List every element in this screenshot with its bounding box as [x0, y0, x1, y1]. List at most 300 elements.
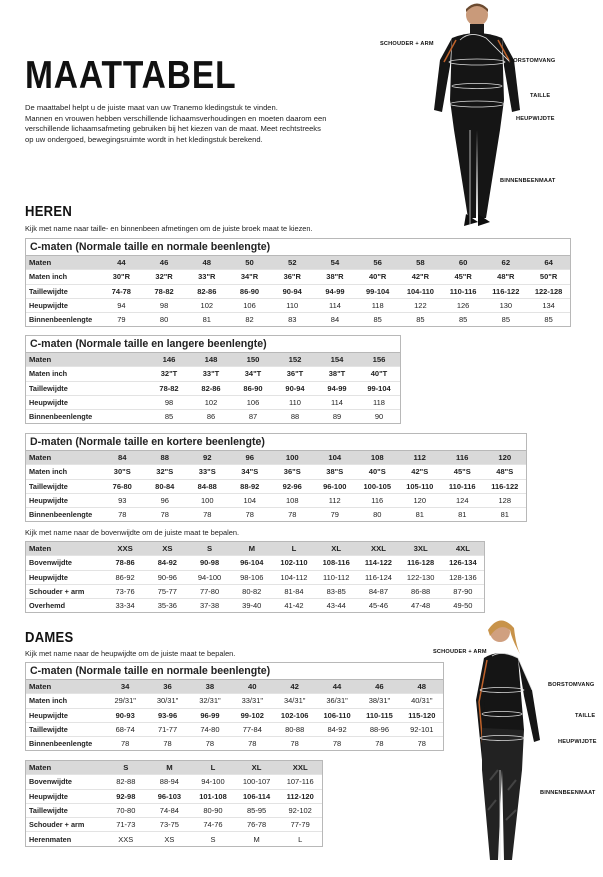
men-d-short-table — [25, 433, 527, 522]
table-cell: 116-122 — [484, 479, 527, 493]
row-label: Heupwijdte — [26, 298, 100, 312]
table-cell: 29/31" — [104, 694, 146, 708]
table-cell: 90-94 — [274, 381, 316, 395]
size-header-cell: 96 — [229, 451, 272, 465]
size-header-cell: 148 — [190, 353, 232, 367]
men-figure-image — [420, 0, 530, 235]
table-cell: 85 — [484, 313, 527, 327]
table-cell: 78 — [186, 508, 229, 522]
row-label: Overhemd — [26, 599, 104, 613]
table-cell: 114 — [316, 395, 358, 409]
table-cell: 102-110 — [273, 556, 315, 570]
size-header-cell: XS — [146, 542, 188, 556]
table-cell: 104 — [229, 493, 272, 507]
size-header-cell: 104 — [314, 451, 357, 465]
row-label: Taillewijdte — [26, 803, 104, 817]
table-cell: 68-74 — [104, 722, 146, 736]
table-cell: 45"R — [442, 270, 485, 284]
table-row — [26, 584, 484, 598]
table-cell: 40/31" — [401, 694, 443, 708]
table-cell: 36"R — [271, 270, 314, 284]
table-cell: 42"R — [399, 270, 442, 284]
table-cell: 90-98 — [188, 556, 230, 570]
table-cell: 112-120 — [278, 789, 322, 803]
table-cell: 80 — [356, 508, 399, 522]
table-cell: 122-130 — [400, 570, 442, 584]
table-cell: 96-104 — [231, 556, 273, 570]
size-header-cell: 44 — [316, 680, 358, 694]
table-cell: 38"T — [316, 367, 358, 381]
table-cell: 84 — [314, 313, 357, 327]
size-header-cell: S — [188, 542, 230, 556]
table-cell: 110-116 — [441, 479, 484, 493]
table-cell: 96-99 — [189, 708, 231, 722]
row-label: Bovenwijdte — [26, 775, 104, 789]
table-cell: 39-40 — [231, 599, 273, 613]
table-row — [26, 818, 322, 832]
table-cell: 41-42 — [273, 599, 315, 613]
table-cell: 32"T — [148, 367, 190, 381]
table-cell: 88-96 — [358, 722, 400, 736]
row-label: Taillewijdte — [26, 284, 100, 298]
women-callout-shoulder-arm: SCHOUDER + ARM — [433, 649, 487, 655]
size-header-cell: M — [231, 542, 273, 556]
table-cell: 106-114 — [235, 789, 279, 803]
table-row — [26, 493, 526, 507]
table-row — [26, 832, 322, 846]
men-c-regular-table — [25, 238, 571, 327]
table-cell: 126-134 — [442, 556, 484, 570]
table-cell: 84-87 — [357, 584, 399, 598]
table-row — [26, 410, 400, 424]
table-cell: 100-105 — [356, 479, 399, 493]
table-cell: 100 — [186, 493, 229, 507]
table-row — [26, 313, 570, 327]
row-label: Heupwijdte — [26, 395, 148, 409]
size-header-cell: 56 — [356, 256, 399, 270]
table-cell: 73-75 — [148, 818, 192, 832]
table-title: C-maten (Normale taille en normale beenlengte) — [26, 239, 570, 256]
table-cell: 78-86 — [104, 556, 146, 570]
table-header-row — [26, 761, 322, 775]
table-cell: 38"S — [314, 465, 357, 479]
table-cell: 82-86 — [185, 284, 228, 298]
table-cell: 92-101 — [401, 722, 443, 736]
table-cell: 104-112 — [273, 570, 315, 584]
table-cell: 78 — [101, 508, 144, 522]
women-tops-table — [25, 760, 323, 847]
size-header-cell: 42 — [274, 680, 316, 694]
table-title: C-maten (Normale taille en normale beenlengte) — [26, 663, 443, 680]
table-cell: 74-76 — [191, 818, 235, 832]
men-tops-table — [25, 541, 485, 613]
table-cell: 35-36 — [146, 599, 188, 613]
size-header-cell: 88 — [144, 451, 187, 465]
table-cell: 73-76 — [104, 584, 146, 598]
men-callout-chest: BORSTOMVANG — [509, 58, 556, 64]
table-cell: 96-103 — [148, 789, 192, 803]
table-cell: 99-104 — [356, 284, 399, 298]
table-cell: 92-102 — [278, 803, 322, 817]
table-cell: 93-96 — [146, 708, 188, 722]
size-header-cell: 48 — [401, 680, 443, 694]
table-cell: 94-100 — [188, 570, 230, 584]
table-cell: 81-84 — [273, 584, 315, 598]
table-cell: 116-124 — [357, 570, 399, 584]
intro-text — [25, 103, 365, 145]
row-label: Herenmaten — [26, 832, 104, 846]
table-cell: 85-95 — [235, 803, 279, 817]
table-cell: 88 — [274, 410, 316, 424]
intro-line: Mannen en vrouwen hebben verschillende lichaamsverhoudingen en moeten daarom een — [25, 113, 327, 123]
table-cell: 78 — [189, 737, 231, 751]
table-cell: 130 — [484, 298, 527, 312]
row-label: Maten inch — [26, 694, 104, 708]
table-cell: 98-106 — [231, 570, 273, 584]
size-header-cell: 52 — [271, 256, 314, 270]
row-label: Schouder + arm — [26, 584, 104, 598]
table-cell: 114-122 — [357, 556, 399, 570]
table-cell: 86-90 — [232, 381, 274, 395]
table-cell: 83-85 — [315, 584, 357, 598]
table-cell: 78 — [144, 508, 187, 522]
table-cell: 88-92 — [229, 479, 272, 493]
table-cell: 81 — [399, 508, 442, 522]
row-label: Maten inch — [26, 270, 100, 284]
size-header-cell: 84 — [101, 451, 144, 465]
table-cell: 110 — [271, 298, 314, 312]
table-row — [26, 737, 443, 751]
table-cell: 78 — [316, 737, 358, 751]
table-cell: 78-82 — [148, 381, 190, 395]
table-cell: 106-110 — [316, 708, 358, 722]
table-cell: 71-73 — [104, 818, 148, 832]
table-row — [26, 803, 322, 817]
table-cell: 47-48 — [400, 599, 442, 613]
table-cell: 81 — [441, 508, 484, 522]
men-callout-shoulder-arm: SCHOUDER + ARM — [380, 41, 434, 47]
table-cell: 98 — [143, 298, 186, 312]
table-cell: 107-116 — [278, 775, 322, 789]
women-callout-waist: TAILLE — [575, 713, 596, 719]
size-header-cell: 92 — [186, 451, 229, 465]
women-callout-inseam: BINNENBEENMAAT — [540, 790, 596, 796]
row-label: Maten inch — [26, 465, 101, 479]
men-trousers-note: Kijk met name naar taille- en binnenbeen afmetingen om de juiste broek maat te kiezen. — [25, 224, 313, 233]
row-label: Taillewijdte — [26, 381, 148, 395]
size-header-cell: XL — [235, 761, 279, 775]
table-cell: 86-92 — [104, 570, 146, 584]
table-cell: 34"T — [232, 367, 274, 381]
row-label: Binnenbeenlengte — [26, 313, 100, 327]
table-row — [26, 298, 570, 312]
table-cell: 80-88 — [274, 722, 316, 736]
table-cell: 86-88 — [400, 584, 442, 598]
table-cell: 104-110 — [399, 284, 442, 298]
table-cell: 90-96 — [146, 570, 188, 584]
table-header-row — [26, 542, 484, 556]
row-label: Binnenbeenlengte — [26, 508, 101, 522]
row-label: Taillewijdte — [26, 722, 104, 736]
table-cell: 84-92 — [146, 556, 188, 570]
table-cell: 79 — [100, 313, 143, 327]
table-cell: 40"T — [358, 367, 400, 381]
table-cell: 90 — [358, 410, 400, 424]
row-label: Heupwijdte — [26, 708, 104, 722]
table-cell: 89 — [316, 410, 358, 424]
table-header-row — [26, 256, 570, 270]
women-note: Kijk met name naar de heupwijdte om de juiste maat te bepalen. — [25, 649, 236, 658]
size-header-cell: 4XL — [442, 542, 484, 556]
table-cell: 32"S — [144, 465, 187, 479]
men-callout-waist: TAILLE — [530, 93, 551, 99]
table-cell: 78 — [146, 737, 188, 751]
men-c-long-table — [25, 335, 401, 424]
table-cell: 85 — [356, 313, 399, 327]
table-cell: 34/31" — [274, 694, 316, 708]
table-cell: 110 — [274, 395, 316, 409]
table-cell: 37-38 — [188, 599, 230, 613]
table-cell: 128 — [484, 493, 527, 507]
table-row — [26, 479, 526, 493]
size-header-cell: 40 — [231, 680, 273, 694]
table-cell: 106 — [228, 298, 271, 312]
table-row — [26, 381, 400, 395]
table-cell: 110-112 — [315, 570, 357, 584]
table-cell: 85 — [148, 410, 190, 424]
row-label: Maten — [26, 353, 148, 367]
table-cell: 77-80 — [188, 584, 230, 598]
table-cell: 70-80 — [104, 803, 148, 817]
women-callout-chest: BORSTOMVANG — [548, 682, 595, 688]
table-cell: 42"S — [399, 465, 442, 479]
table-cell: 75-77 — [146, 584, 188, 598]
table-cell: 33-34 — [104, 599, 146, 613]
table-cell: 81 — [484, 508, 527, 522]
table-cell: 101-108 — [191, 789, 235, 803]
table-cell: 49-50 — [442, 599, 484, 613]
table-cell: 102-106 — [274, 708, 316, 722]
intro-line: op uw ondergoed, bewegingsruimte wordt in het kledingstuk berekend. — [25, 134, 263, 144]
table-cell: 30"R — [100, 270, 143, 284]
table-row — [26, 395, 400, 409]
table-cell: 36"T — [274, 367, 316, 381]
table-header-row — [26, 680, 443, 694]
table-title: C-maten (Normale taille en langere beenlengte) — [26, 336, 400, 353]
table-cell: 78 — [229, 508, 272, 522]
row-label: Maten inch — [26, 367, 148, 381]
table-cell: 79 — [314, 508, 357, 522]
row-label: Maten — [26, 680, 104, 694]
table-cell: 94-99 — [314, 284, 357, 298]
table-cell: 78 — [274, 737, 316, 751]
row-label: Heupwijdte — [26, 493, 101, 507]
table-cell: 85 — [442, 313, 485, 327]
table-cell: 87-90 — [442, 584, 484, 598]
women-c-regular-table — [25, 662, 444, 751]
table-cell: 84-88 — [186, 479, 229, 493]
table-cell: 34"R — [228, 270, 271, 284]
table-cell: 77-79 — [278, 818, 322, 832]
size-header-cell: 34 — [104, 680, 146, 694]
table-row — [26, 599, 484, 613]
row-label: Maten — [26, 451, 101, 465]
table-cell: 78 — [401, 737, 443, 751]
row-label: Taillewijdte — [26, 479, 101, 493]
table-cell: 128-136 — [442, 570, 484, 584]
size-header-cell: 60 — [442, 256, 485, 270]
table-cell: 76-80 — [101, 479, 144, 493]
table-cell: 33"R — [185, 270, 228, 284]
table-cell: 94 — [100, 298, 143, 312]
size-header-cell: 108 — [356, 451, 399, 465]
table-cell: 108 — [271, 493, 314, 507]
size-header-cell: L — [191, 761, 235, 775]
table-cell: XXS — [104, 832, 148, 846]
table-cell: 116-128 — [400, 556, 442, 570]
table-cell: 86-90 — [228, 284, 271, 298]
table-cell: 33/31" — [231, 694, 273, 708]
size-header-cell: 38 — [189, 680, 231, 694]
size-header-cell: 44 — [100, 256, 143, 270]
table-cell: 100-107 — [235, 775, 279, 789]
size-header-cell: 120 — [484, 451, 527, 465]
table-cell: 80-90 — [191, 803, 235, 817]
table-cell: 30/31" — [146, 694, 188, 708]
table-cell: 48"R — [484, 270, 527, 284]
row-label: Maten — [26, 256, 100, 270]
table-cell: 118 — [358, 395, 400, 409]
table-cell: 74-78 — [100, 284, 143, 298]
size-header-cell: 48 — [185, 256, 228, 270]
size-header-cell: 64 — [527, 256, 570, 270]
table-cell: S — [191, 832, 235, 846]
page-title: MAATTABEL — [25, 54, 237, 97]
table-cell: 78 — [104, 737, 146, 751]
size-header-cell: 112 — [399, 451, 442, 465]
table-cell: 77-84 — [231, 722, 273, 736]
table-cell: 36/31" — [316, 694, 358, 708]
table-cell: 82 — [228, 313, 271, 327]
table-cell: 120 — [399, 493, 442, 507]
table-cell: 118 — [356, 298, 399, 312]
table-row — [26, 694, 443, 708]
size-header-cell: 36 — [146, 680, 188, 694]
table-cell: 80-84 — [144, 479, 187, 493]
table-cell: 85 — [399, 313, 442, 327]
table-cell: 96-100 — [314, 479, 357, 493]
size-header-cell: M — [148, 761, 192, 775]
size-header-cell: 150 — [232, 353, 274, 367]
table-cell: 32"R — [143, 270, 186, 284]
table-cell: 115-120 — [401, 708, 443, 722]
table-cell: 99-102 — [231, 708, 273, 722]
table-cell: 80-82 — [231, 584, 273, 598]
men-callout-hip: HEUPWIJDTE — [516, 116, 555, 122]
table-row — [26, 789, 322, 803]
table-title: D-maten (Normale taille en kortere beenlengte) — [26, 434, 526, 451]
table-row — [26, 775, 322, 789]
size-header-cell: 58 — [399, 256, 442, 270]
row-label: Bovenwijdte — [26, 556, 104, 570]
table-cell: 30"S — [101, 465, 144, 479]
table-cell: 85 — [527, 313, 570, 327]
table-cell: 82-86 — [190, 381, 232, 395]
row-label: Maten — [26, 761, 104, 775]
table-cell: 96 — [144, 493, 187, 507]
size-header-cell: 46 — [143, 256, 186, 270]
table-row — [26, 556, 484, 570]
table-cell: 122-128 — [527, 284, 570, 298]
intro-line: verschillende lichaamsafmeting gebruiken bij het kiezen van de maat. Meet rechtstreeks — [25, 124, 321, 133]
table-cell: 76-78 — [235, 818, 279, 832]
men-tops-note: Kijk met name naar de bovenwijdte om de juiste maat te bepalen. — [25, 528, 240, 537]
table-cell: 38"R — [314, 270, 357, 284]
table-row — [26, 284, 570, 298]
intro-line: De maattabel helpt u de juiste maat van uw Tranemo kledingstuk te vinden. — [25, 103, 278, 112]
row-label: Maten — [26, 542, 104, 556]
size-header-cell: 100 — [271, 451, 314, 465]
table-row — [26, 508, 526, 522]
table-cell: 93 — [101, 493, 144, 507]
table-cell: 102 — [190, 395, 232, 409]
row-label: Schouder + arm — [26, 818, 104, 832]
size-header-cell: S — [104, 761, 148, 775]
table-cell: 43-44 — [315, 599, 357, 613]
row-label: Heupwijdte — [26, 570, 104, 584]
table-cell: 36"S — [271, 465, 314, 479]
table-cell: 33"S — [186, 465, 229, 479]
table-cell: 112 — [314, 493, 357, 507]
table-cell: 116-122 — [484, 284, 527, 298]
size-header-cell: 54 — [314, 256, 357, 270]
table-cell: XS — [148, 832, 192, 846]
table-cell: 45-46 — [357, 599, 399, 613]
table-cell: 122 — [399, 298, 442, 312]
size-header-cell: L — [273, 542, 315, 556]
men-callout-inseam: BINNENBEENMAAT — [500, 178, 556, 184]
table-cell: 92-96 — [271, 479, 314, 493]
table-cell: 71-77 — [146, 722, 188, 736]
size-header-cell: XL — [315, 542, 357, 556]
table-cell: 102 — [185, 298, 228, 312]
size-header-cell: 62 — [484, 256, 527, 270]
table-cell: 94-100 — [191, 775, 235, 789]
size-header-cell: 46 — [358, 680, 400, 694]
women-callout-hip: HEUPWIJDTE — [558, 739, 597, 745]
table-cell: 74-84 — [148, 803, 192, 817]
table-cell: 86 — [190, 410, 232, 424]
table-cell: 40"S — [356, 465, 399, 479]
table-row — [26, 270, 570, 284]
table-cell: 94-99 — [316, 381, 358, 395]
table-cell: 48"S — [484, 465, 527, 479]
table-cell: 78 — [358, 737, 400, 751]
table-cell: 82-88 — [104, 775, 148, 789]
table-cell: 134 — [527, 298, 570, 312]
table-cell: 108-116 — [315, 556, 357, 570]
table-cell: 50"R — [527, 270, 570, 284]
size-header-cell: 156 — [358, 353, 400, 367]
table-row — [26, 570, 484, 584]
table-cell: 34"S — [229, 465, 272, 479]
men-heading: HEREN — [25, 204, 73, 220]
table-cell: 110-115 — [358, 708, 400, 722]
size-header-cell: 146 — [148, 353, 190, 367]
table-cell: M — [235, 832, 279, 846]
table-cell: 114 — [314, 298, 357, 312]
size-header-cell: XXL — [357, 542, 399, 556]
